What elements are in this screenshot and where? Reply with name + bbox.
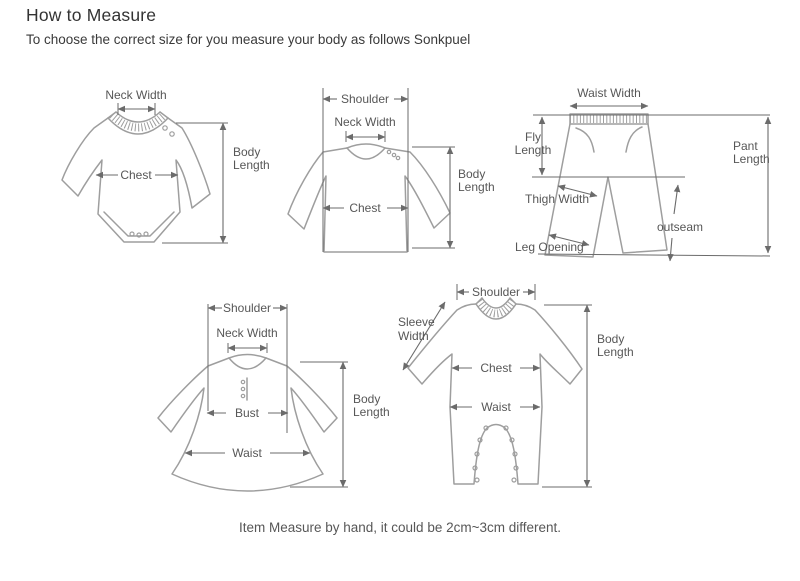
romper-body-length-label: Body Length xyxy=(597,332,634,359)
shorts-fly-length-label: Fly Length xyxy=(514,130,552,157)
shirt-garment-drawing xyxy=(288,144,450,252)
bodysuit-body-length-label: Body Length xyxy=(233,145,270,172)
shirt-neck-width-label: Neck Width xyxy=(334,115,396,129)
dress-bust-dimension xyxy=(207,406,288,420)
romper-waist-dimension xyxy=(450,400,540,414)
dress-garment-drawing xyxy=(158,355,337,492)
shorts-waist-width-label: Waist Width xyxy=(577,86,641,100)
bodysuit-diagram xyxy=(58,84,270,260)
dress-neck-width-label: Neck Width xyxy=(216,326,278,340)
shirt-body-length-label: Body Length xyxy=(458,167,495,194)
romper-sleeve-width-label: Sleeve Width xyxy=(398,315,435,343)
shorts-thigh-width-dimension xyxy=(525,186,597,206)
shorts-diagram xyxy=(508,84,778,270)
romper-body-length-dimension xyxy=(542,305,634,487)
dress-shoulder-label: Shoulder xyxy=(222,301,272,315)
shirt-shoulder-label: Shoulder xyxy=(340,92,390,106)
shirt-neck-width-dimension xyxy=(334,115,395,142)
dress-diagram xyxy=(148,296,398,511)
shirt-diagram xyxy=(286,86,506,256)
shirt-chest-dimension xyxy=(323,201,408,215)
bodysuit-neck-width-label: Neck Width xyxy=(105,88,167,102)
bodysuit-chest-dimension xyxy=(96,168,178,182)
romper-waist-label: Waist xyxy=(481,400,511,414)
shorts-pant-length-label: Pant Length xyxy=(733,139,770,166)
dress-body-length-dimension xyxy=(290,362,390,487)
shirt-chest-label: Chest xyxy=(349,201,381,215)
page-title: How to Measure xyxy=(26,5,157,25)
romper-shoulder-dimension xyxy=(457,284,535,300)
dress-bust-label: Bust xyxy=(234,406,260,420)
romper-chest-label: Chest xyxy=(480,361,512,375)
page-subtitle: To choose the correct size for you measure your body as follows Sonkpuel xyxy=(26,32,471,47)
shorts-thigh-width-label: Thigh Width xyxy=(525,192,590,206)
bodysuit-chest-label: Chest xyxy=(120,168,152,182)
dress-body-length-label: Body Length xyxy=(353,392,390,419)
romper-sleeve-width-dimension xyxy=(398,302,445,370)
footnote: Item Measure by hand, it could be 2cm~3cm different. xyxy=(238,520,562,535)
shirt-shoulder-dimension xyxy=(323,88,408,252)
dress-waist-dimension xyxy=(185,446,310,460)
shorts-waist-width-dimension xyxy=(570,86,648,106)
dress-waist-label: Waist xyxy=(232,446,262,460)
shorts-pant-length-dimension xyxy=(733,117,770,253)
shorts-outseam-label: outseam xyxy=(657,220,704,234)
shorts-leg-opening-dimension xyxy=(515,235,589,254)
shorts-fly-length-dimension xyxy=(515,117,552,175)
shirt-body-length-dimension xyxy=(412,147,495,248)
dress-neck-width-dimension xyxy=(216,326,277,353)
romper-shoulder-label: Shoulder xyxy=(471,285,521,299)
bodysuit-neck-width-dimension xyxy=(105,88,166,115)
romper-chest-dimension xyxy=(452,361,540,375)
romper-diagram xyxy=(392,276,642,496)
shorts-garment-drawing xyxy=(545,114,667,257)
shorts-leg-opening-label: Leg Opening xyxy=(515,240,584,254)
